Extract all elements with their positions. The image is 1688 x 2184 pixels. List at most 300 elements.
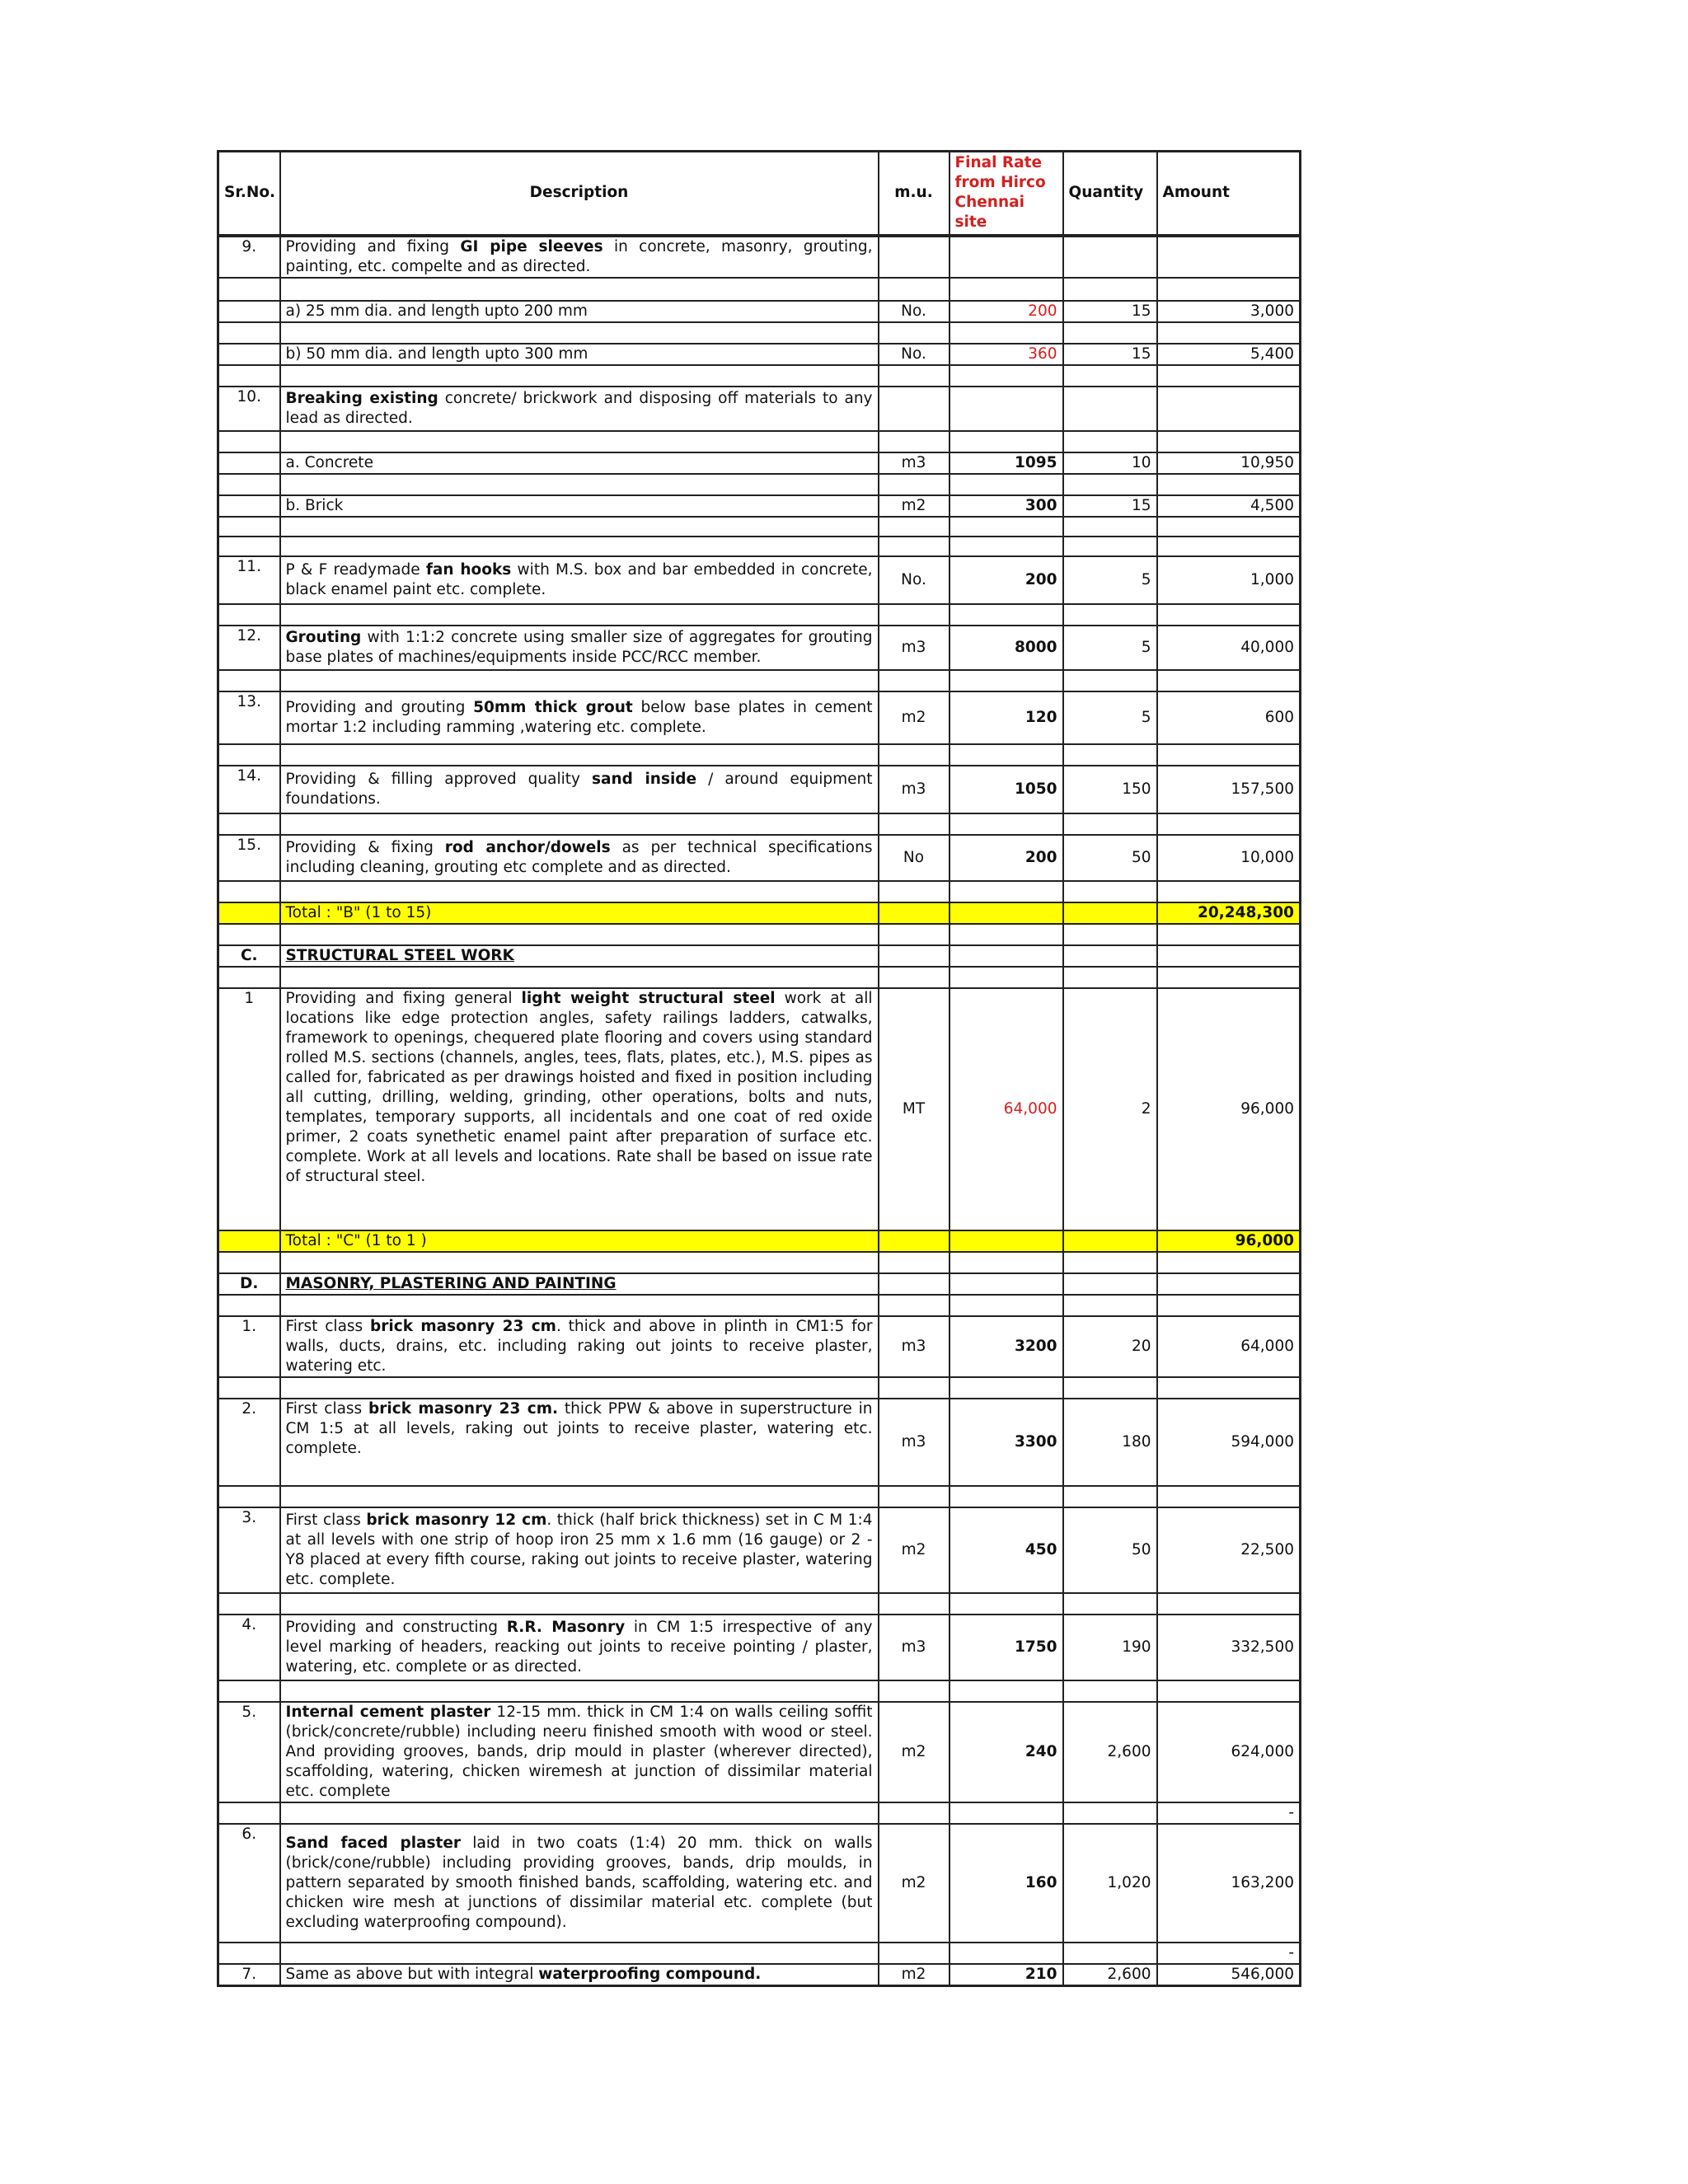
item-number xyxy=(218,301,280,322)
description-text: thick PPW & above in superstructure in CM 1:5 at all levels, raking out joints to receive plaster, watering etc. complete. xyxy=(285,1399,873,1457)
table-header xyxy=(218,152,1301,236)
total-amount: 20,248,300 xyxy=(1157,902,1301,924)
amount-cell xyxy=(1157,813,1301,835)
description-cell xyxy=(280,1802,879,1824)
quantity-cell xyxy=(1063,1802,1157,1824)
header-quantity: Quantity xyxy=(1063,152,1157,236)
section-title: MASONRY, PLASTERING AND PAINTING xyxy=(280,1273,879,1295)
unit-cell: m2 xyxy=(879,1507,950,1593)
description-cell xyxy=(280,431,879,452)
description-cell xyxy=(280,322,879,344)
rate-cell xyxy=(950,474,1063,495)
amount-cell: 1,000 xyxy=(1157,556,1301,604)
item-number: 12. xyxy=(218,626,280,670)
item-row xyxy=(218,1316,1301,1377)
amount-cell: 64,000 xyxy=(1157,1316,1301,1377)
quantity-cell: 150 xyxy=(1063,766,1157,813)
total-amount: 96,000 xyxy=(1157,1230,1301,1252)
amount-cell: 10,000 xyxy=(1157,835,1301,881)
unit-cell: No. xyxy=(879,344,950,365)
item-description xyxy=(280,452,879,474)
header-sr-no: Sr.No. xyxy=(218,152,280,236)
section-number: D. xyxy=(218,1273,280,1295)
rate-cell xyxy=(950,902,1063,924)
sr-cell xyxy=(218,1252,280,1273)
description-text: Providing and grouting xyxy=(285,698,474,716)
blank-row xyxy=(218,322,1301,344)
quantity-cell xyxy=(1063,881,1157,902)
unit-cell xyxy=(879,1802,950,1824)
description-cell xyxy=(280,517,879,537)
amount-cell xyxy=(1157,517,1301,537)
description-cell xyxy=(280,924,879,945)
total-label: Total : "B" (1 to 15) xyxy=(280,902,879,924)
amount-cell: 40,000 xyxy=(1157,626,1301,670)
item-number xyxy=(218,452,280,474)
item-row xyxy=(218,301,1301,322)
description-cell xyxy=(280,1593,879,1615)
unit-cell: m3 xyxy=(879,626,950,670)
description-text: b. Brick xyxy=(285,496,344,514)
sr-cell xyxy=(218,604,280,626)
amount-cell: 22,500 xyxy=(1157,1507,1301,1593)
description-text: . thick (half brick thickness) set in C M 1:4 at all levels with one strip of hoop iron 25 mm x 1.6 mm (16 gauge) or 2 - Y8 placed at every fifth course, raking out joints to receive plaster, watering etc. complete. xyxy=(285,1511,873,1588)
unit-cell xyxy=(879,322,950,344)
description-cell xyxy=(280,881,879,902)
amount-cell xyxy=(1157,1377,1301,1399)
total-row xyxy=(218,902,1301,924)
unit-cell xyxy=(879,1273,950,1295)
amount-cell xyxy=(1157,431,1301,452)
unit-cell: m3 xyxy=(879,452,950,474)
blank-row xyxy=(218,431,1301,452)
blank-row xyxy=(218,1943,1301,1964)
quantity-cell: 15 xyxy=(1063,495,1157,517)
blank-row xyxy=(218,1377,1301,1399)
sr-cell xyxy=(218,365,280,387)
item-row xyxy=(218,1964,1301,1986)
item-row xyxy=(218,556,1301,604)
sr-cell xyxy=(218,474,280,495)
rate-cell xyxy=(950,1295,1063,1316)
blank-row xyxy=(218,474,1301,495)
rate-cell xyxy=(950,1802,1063,1824)
header-unit: m.u. xyxy=(879,152,950,236)
blank-row xyxy=(218,1295,1301,1316)
item-description xyxy=(280,344,879,365)
quantity-cell xyxy=(1063,670,1157,691)
amount-cell: 10,950 xyxy=(1157,452,1301,474)
rate-cell xyxy=(950,387,1063,431)
description-text: . thick and above in plinth in CM1:5 for walls, ducts, drains, etc. including raking out joints to receive plaster, watering etc. xyxy=(285,1317,873,1375)
rate-cell: 200 xyxy=(950,835,1063,881)
description-keyword: fan hooks xyxy=(425,560,512,579)
amount-cell xyxy=(1157,474,1301,495)
rate-cell: 300 xyxy=(950,495,1063,517)
description-keyword: brick masonry 23 cm xyxy=(370,1317,556,1335)
blank-row xyxy=(218,365,1301,387)
quantity-cell xyxy=(1063,537,1157,556)
rate-cell xyxy=(950,1680,1063,1702)
rate-cell: 64,000 xyxy=(950,988,1063,1230)
description-text: a) 25 mm dia. and length upto 200 mm xyxy=(285,302,588,320)
item-number: 4. xyxy=(218,1615,280,1680)
quantity-cell xyxy=(1063,1943,1157,1964)
quantity-cell: 2 xyxy=(1063,988,1157,1230)
item-number: 2. xyxy=(218,1399,280,1486)
quantity-cell xyxy=(1063,431,1157,452)
header-amount: Amount xyxy=(1157,152,1301,236)
rate-cell: 360 xyxy=(950,344,1063,365)
item-row xyxy=(218,387,1301,431)
unit-cell xyxy=(879,967,950,988)
quantity-cell xyxy=(1063,945,1157,967)
unit-cell xyxy=(879,924,950,945)
section-heading-row xyxy=(218,945,1301,967)
rate-cell: 120 xyxy=(950,691,1063,744)
quantity-cell xyxy=(1063,1486,1157,1507)
amount-cell: 5,400 xyxy=(1157,344,1301,365)
unit-cell: No. xyxy=(879,301,950,322)
header-description: Description xyxy=(280,152,879,236)
description-cell xyxy=(280,1486,879,1507)
unit-cell xyxy=(879,1680,950,1702)
amount-cell xyxy=(1157,604,1301,626)
description-text: Providing and constructing xyxy=(285,1618,507,1636)
description-text: laid in two coats (1:4) 20 mm. thick on walls (brick/cone/rubble) including providing grooves, bands, drip moulds, in pattern separated by smooth finished bands, scaffolding, watering etc. and chicken wire mesh at junctions of dissimilar material etc. complete (but excluding waterproofing compound). xyxy=(285,1834,873,1931)
item-row xyxy=(218,1824,1301,1943)
description-text: First class xyxy=(285,1511,367,1529)
item-description xyxy=(280,691,879,744)
rate-cell xyxy=(950,813,1063,835)
item-row xyxy=(218,1399,1301,1486)
rate-cell xyxy=(950,517,1063,537)
unit-cell: m2 xyxy=(879,691,950,744)
unit-cell xyxy=(879,1252,950,1273)
item-row xyxy=(218,495,1301,517)
unit-cell xyxy=(879,474,950,495)
rate-cell: 200 xyxy=(950,556,1063,604)
unit-cell xyxy=(879,365,950,387)
description-cell xyxy=(280,537,879,556)
sr-cell xyxy=(218,670,280,691)
description-text: a. Concrete xyxy=(285,453,373,471)
amount-cell xyxy=(1157,1273,1301,1295)
description-text: work at all locations like edge protection angles, safety railings ladders, catwalks, framework to openings, chequered plate flooring and covers using standard rolled M.S. sections (channels, angles, tees, flats, plates, etc.), M.S. pipes as called for, fabricated as per drawings hoisted and fixed in position including all cutting, drilling, welding, grinding, other operations, bolts and nuts, templates, temporary supports, all incidentals and one coat of red oxide primer, 2 coats synethetic enamel paint after preparation of surface etc. complete. Work at all levels and locations. Rate shall be based on issue rate of structural steel. xyxy=(285,989,873,1185)
description-cell xyxy=(280,474,879,495)
description-keyword: Breaking existing xyxy=(285,389,438,407)
rate-cell xyxy=(950,1377,1063,1399)
item-number: 10. xyxy=(218,387,280,431)
rate-cell xyxy=(950,537,1063,556)
sr-cell xyxy=(218,517,280,537)
description-keyword: 50mm thick grout xyxy=(473,698,633,716)
sr-cell xyxy=(218,924,280,945)
item-number: 15. xyxy=(218,835,280,881)
sr-cell xyxy=(218,881,280,902)
quantity-cell xyxy=(1063,1680,1157,1702)
rate-cell xyxy=(950,604,1063,626)
quantity-cell xyxy=(1063,924,1157,945)
quantity-cell xyxy=(1063,1230,1157,1252)
unit-cell: No xyxy=(879,835,950,881)
amount-cell: - xyxy=(1157,1943,1301,1964)
sr-cell xyxy=(218,537,280,556)
blank-row xyxy=(218,881,1301,902)
sr-cell xyxy=(218,813,280,835)
blank-row xyxy=(218,924,1301,945)
section-heading-row xyxy=(218,1273,1301,1295)
blank-row xyxy=(218,604,1301,626)
sr-cell xyxy=(218,902,280,924)
quantity-cell xyxy=(1063,236,1157,278)
rate-cell: 3200 xyxy=(950,1316,1063,1377)
unit-cell xyxy=(879,744,950,766)
item-description xyxy=(280,766,879,813)
unit-cell xyxy=(879,1377,950,1399)
blank-row xyxy=(218,744,1301,766)
item-number: 1. xyxy=(218,1316,280,1377)
estimate-table xyxy=(217,150,1301,1987)
item-number xyxy=(218,495,280,517)
sr-cell xyxy=(218,322,280,344)
amount-cell: 332,500 xyxy=(1157,1615,1301,1680)
quantity-cell: 190 xyxy=(1063,1615,1157,1680)
description-cell xyxy=(280,1377,879,1399)
item-number: 11. xyxy=(218,556,280,604)
amount-cell xyxy=(1157,744,1301,766)
unit-cell: m2 xyxy=(879,495,950,517)
unit-cell xyxy=(879,1230,950,1252)
item-row xyxy=(218,988,1301,1230)
quantity-cell xyxy=(1063,1273,1157,1295)
unit-cell xyxy=(879,1943,950,1964)
amount-cell: 594,000 xyxy=(1157,1399,1301,1486)
description-keyword: light weight structural steel xyxy=(521,989,776,1007)
sr-cell xyxy=(218,1486,280,1507)
unit-cell: m3 xyxy=(879,766,950,813)
item-description xyxy=(280,626,879,670)
unit-cell xyxy=(879,236,950,278)
description-text: Same as above but with integral xyxy=(285,1965,539,1983)
rate-cell xyxy=(950,278,1063,301)
quantity-cell: 15 xyxy=(1063,344,1157,365)
description-text: Providing and fixing xyxy=(285,237,461,255)
unit-cell: m3 xyxy=(879,1399,950,1486)
unit-cell xyxy=(879,537,950,556)
rate-cell xyxy=(950,967,1063,988)
amount-cell xyxy=(1157,945,1301,967)
description-text: First class xyxy=(285,1399,369,1418)
description-cell xyxy=(280,604,879,626)
description-keyword: sand inside xyxy=(591,770,697,788)
item-description xyxy=(280,1702,879,1802)
rate-cell xyxy=(950,1593,1063,1615)
item-row xyxy=(218,691,1301,744)
rate-cell: 8000 xyxy=(950,626,1063,670)
item-description xyxy=(280,835,879,881)
description-text: below base plates in cement mortar 1:2 including ramming ,watering etc. complete. xyxy=(285,698,873,736)
sr-cell xyxy=(218,278,280,301)
item-row xyxy=(218,236,1301,278)
description-keyword: brick masonry 23 cm. xyxy=(368,1399,559,1418)
item-row xyxy=(218,835,1301,881)
unit-cell xyxy=(879,517,950,537)
description-keyword: brick masonry 12 cm xyxy=(366,1511,547,1529)
blank-row xyxy=(218,670,1301,691)
sr-cell xyxy=(218,744,280,766)
blank-row xyxy=(218,1802,1301,1824)
amount-cell: 96,000 xyxy=(1157,988,1301,1230)
sr-cell xyxy=(218,1230,280,1252)
item-description xyxy=(280,495,879,517)
rate-cell xyxy=(950,744,1063,766)
blank-row xyxy=(218,1593,1301,1615)
rate-cell xyxy=(950,322,1063,344)
rate-cell xyxy=(950,365,1063,387)
quantity-cell: 50 xyxy=(1063,1507,1157,1593)
item-description xyxy=(280,236,879,278)
quantity-cell: 2,600 xyxy=(1063,1702,1157,1802)
rate-cell: 1050 xyxy=(950,766,1063,813)
description-text: Providing & fixing xyxy=(285,838,445,856)
quantity-cell xyxy=(1063,474,1157,495)
total-row xyxy=(218,1230,1301,1252)
description-cell xyxy=(280,813,879,835)
rate-cell: 240 xyxy=(950,1702,1063,1802)
item-row xyxy=(218,452,1301,474)
quantity-cell xyxy=(1063,604,1157,626)
description-cell xyxy=(280,744,879,766)
rate-cell xyxy=(950,1252,1063,1273)
item-number: 13. xyxy=(218,691,280,744)
amount-cell xyxy=(1157,365,1301,387)
quantity-cell: 5 xyxy=(1063,691,1157,744)
rate-cell xyxy=(950,1273,1063,1295)
item-number xyxy=(218,344,280,365)
rate-cell xyxy=(950,670,1063,691)
description-cell xyxy=(280,670,879,691)
unit-cell: No. xyxy=(879,556,950,604)
section-title: STRUCTURAL STEEL WORK xyxy=(280,945,879,967)
item-number: 3. xyxy=(218,1507,280,1593)
item-number: 7. xyxy=(218,1964,280,1986)
amount-cell: 163,200 xyxy=(1157,1824,1301,1943)
sr-cell xyxy=(218,1943,280,1964)
rate-cell: 1095 xyxy=(950,452,1063,474)
quantity-cell xyxy=(1063,322,1157,344)
description-text: Providing & filling approved quality xyxy=(285,770,592,788)
blank-row xyxy=(218,813,1301,835)
amount-cell: 3,000 xyxy=(1157,301,1301,322)
sr-cell xyxy=(218,1377,280,1399)
amount-cell: 546,000 xyxy=(1157,1964,1301,1986)
rate-cell: 160 xyxy=(950,1824,1063,1943)
description-text: / around equipment foundations. xyxy=(285,770,873,808)
rate-cell xyxy=(950,236,1063,278)
description-cell xyxy=(280,1943,879,1964)
total-label: Total : "C" (1 to 1 ) xyxy=(280,1230,879,1252)
unit-cell xyxy=(879,670,950,691)
unit-cell: m2 xyxy=(879,1702,950,1802)
table-body xyxy=(218,236,1301,1986)
quantity-cell xyxy=(1063,1593,1157,1615)
unit-cell: m3 xyxy=(879,1316,950,1377)
description-text: concrete/ brickwork and disposing off materials to any lead as directed. xyxy=(285,389,873,427)
quantity-cell xyxy=(1063,387,1157,431)
item-row xyxy=(218,1702,1301,1802)
sr-cell xyxy=(218,1680,280,1702)
quantity-cell: 1,020 xyxy=(1063,1824,1157,1943)
item-number: 14. xyxy=(218,766,280,813)
amount-cell: 157,500 xyxy=(1157,766,1301,813)
item-row xyxy=(218,766,1301,813)
quantity-cell: 5 xyxy=(1063,626,1157,670)
blank-row xyxy=(218,1252,1301,1273)
amount-cell xyxy=(1157,322,1301,344)
quantity-cell xyxy=(1063,744,1157,766)
amount-cell xyxy=(1157,278,1301,301)
amount-cell xyxy=(1157,1680,1301,1702)
unit-cell: MT xyxy=(879,988,950,1230)
quantity-cell: 5 xyxy=(1063,556,1157,604)
blank-row xyxy=(218,1486,1301,1507)
description-text: Providing and fixing general xyxy=(285,989,522,1007)
quantity-cell: 10 xyxy=(1063,452,1157,474)
item-number: 9. xyxy=(218,236,280,278)
amount-cell: 624,000 xyxy=(1157,1702,1301,1802)
description-cell xyxy=(280,1252,879,1273)
description-text: with M.S. box and bar embedded in concrete, black enamel paint etc. complete. xyxy=(285,560,873,598)
amount-cell xyxy=(1157,881,1301,902)
unit-cell xyxy=(879,387,950,431)
rate-cell xyxy=(950,881,1063,902)
rate-cell: 1750 xyxy=(950,1615,1063,1680)
unit-cell xyxy=(879,902,950,924)
rate-cell: 200 xyxy=(950,301,1063,322)
description-cell xyxy=(280,278,879,301)
rate-cell xyxy=(950,924,1063,945)
unit-cell xyxy=(879,604,950,626)
rate-cell xyxy=(950,945,1063,967)
amount-cell xyxy=(1157,1593,1301,1615)
description-text: 12-15 mm. thick in CM 1:4 on walls ceiling soffit (brick/concrete/rubble) including neeru finished smooth with wood or steel. And providing grooves, bands, drip mould in plaster (wherever directed), scaffolding, watering, chicken wiremesh at junction of dissimilar material etc. complete xyxy=(285,1703,873,1800)
section-number: C. xyxy=(218,945,280,967)
sr-cell xyxy=(218,1802,280,1824)
amount-cell: - xyxy=(1157,1802,1301,1824)
blank-row xyxy=(218,537,1301,556)
description-keyword: GI pipe sleeves xyxy=(460,237,603,255)
sr-cell xyxy=(218,967,280,988)
description-text: b) 50 mm dia. and length upto 300 mm xyxy=(285,344,588,363)
amount-cell xyxy=(1157,387,1301,431)
description-keyword: Internal cement plaster xyxy=(285,1703,491,1721)
quantity-cell: 20 xyxy=(1063,1316,1157,1377)
item-row xyxy=(218,344,1301,365)
description-text: in CM 1:5 irrespective of any level marking of headers, reacking out joints to receive pointing / plaster, watering, etc. complete or as directed. xyxy=(285,1618,873,1675)
quantity-cell xyxy=(1063,902,1157,924)
item-description xyxy=(280,1964,879,1986)
item-description xyxy=(280,988,879,1230)
description-cell xyxy=(280,967,879,988)
amount-cell xyxy=(1157,1486,1301,1507)
unit-cell xyxy=(879,813,950,835)
quantity-cell xyxy=(1063,967,1157,988)
sr-cell xyxy=(218,431,280,452)
unit-cell xyxy=(879,1593,950,1615)
rate-cell xyxy=(950,1230,1063,1252)
description-text: P & F readymade xyxy=(285,560,426,579)
